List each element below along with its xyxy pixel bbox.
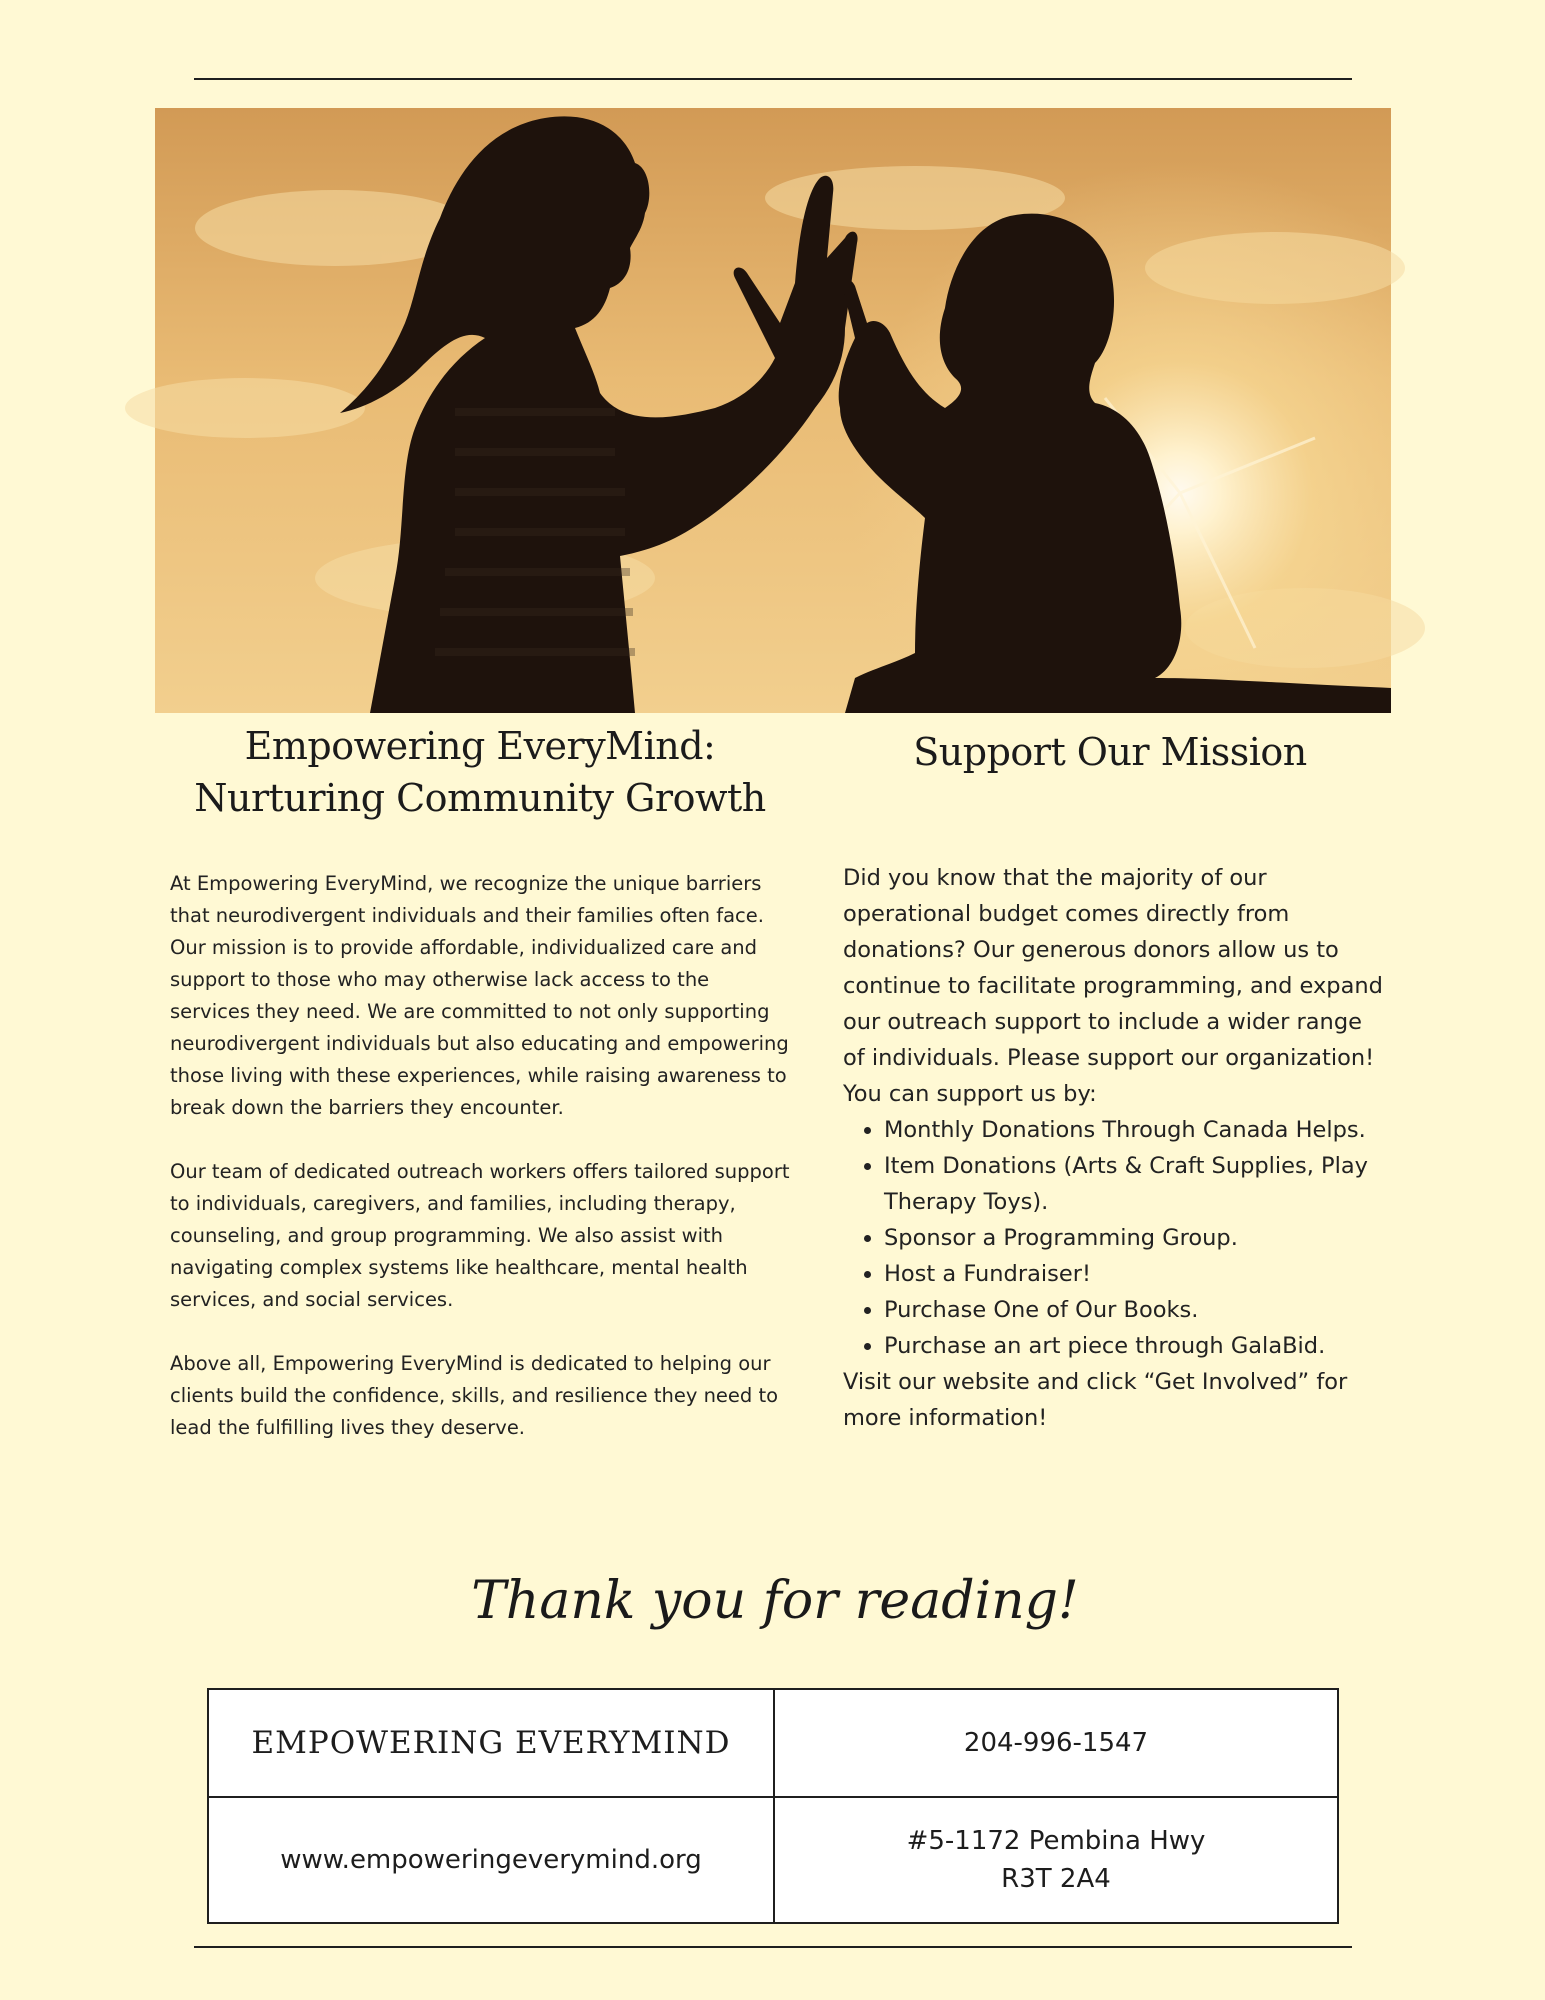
left-body — [170, 868, 795, 1476]
list-item: • Sponsor a Programming Group. — [884, 1220, 1383, 1256]
top-divider — [194, 78, 1352, 80]
right-body — [843, 860, 1383, 1436]
left-paragraph-closing: Above all, Empowering EveryMind is dedicated to helping our clients build the confidence, skills, and resilience they need to lead the fulfilling lives they deserve. — [170, 1352, 779, 1439]
left-paragraph-mission: At Empowering EveryMind, we recognize the unique barriers that neurodivergent individuals and their families often face. Our mission is to provide affordable, individualized care and support to those who may otherwise lack access to the services they need. We are committed to not only supporting neurodivergent individuals but also educating and empowering those living with these experiences, while raising awareness to break down the barriers they encounter. — [170, 872, 789, 1119]
thank-you-text: Thank you for reading! — [471, 1571, 1079, 1631]
list-item: • Item Donations (Arts & Craft Supplies, Play Therapy Toys). — [884, 1148, 1383, 1220]
left-heading-line2: Nurturing Community Growth — [194, 776, 766, 820]
org-name: EMPOWERING EVERYMIND — [251, 1725, 731, 1761]
address-line1: #5-1172 Pembina Hwy — [906, 1826, 1206, 1856]
address-line2: R3T 2A4 — [1001, 1864, 1111, 1894]
list-item: • Purchase an art piece through GalaBid. — [884, 1328, 1383, 1364]
contact-table — [207, 1688, 1339, 1924]
list-item: • Host a Fundraiser! — [884, 1256, 1383, 1292]
hero-illustration — [155, 108, 1391, 713]
hero-photo — [155, 108, 1391, 713]
phone-number[interactable]: 204-996-1547 — [773, 1690, 1337, 1796]
thank-you-handwriting — [471, 1540, 1079, 1670]
right-heading: Support Our Mission — [913, 730, 1307, 774]
address — [773, 1796, 1337, 1922]
list-item: • Monthly Donations Through Canada Helps. — [884, 1112, 1383, 1148]
left-paragraph-team: Our team of dedicated outreach workers offers tailored support to individuals, caregivers, and families, including therapy, counseling, and group programming. We also assist with navigating complex systems like healthcare, mental health services, and social services. — [170, 1160, 790, 1311]
thank-you-script — [471, 1540, 1079, 1670]
left-heading-line1: Empowering EveryMind: — [244, 724, 716, 768]
website-link[interactable]: www.empoweringeverymind.org — [209, 1796, 773, 1922]
bottom-divider — [194, 1946, 1352, 1948]
right-list-intro: You can support us by: — [843, 1081, 1097, 1107]
right-outro: Visit our website and click “Get Involved” for more information! — [843, 1369, 1348, 1431]
support-list — [843, 1112, 1383, 1364]
left-heading — [150, 720, 810, 824]
list-item: • Purchase One of Our Books. — [884, 1292, 1383, 1328]
right-intro: Did you know that the majority of our operational budget comes directly from donations? Our generous donors allow us to continue to facilitate programming, and expand our outreach support to include a wider range of individuals. Please support our organization! — [843, 865, 1383, 1071]
